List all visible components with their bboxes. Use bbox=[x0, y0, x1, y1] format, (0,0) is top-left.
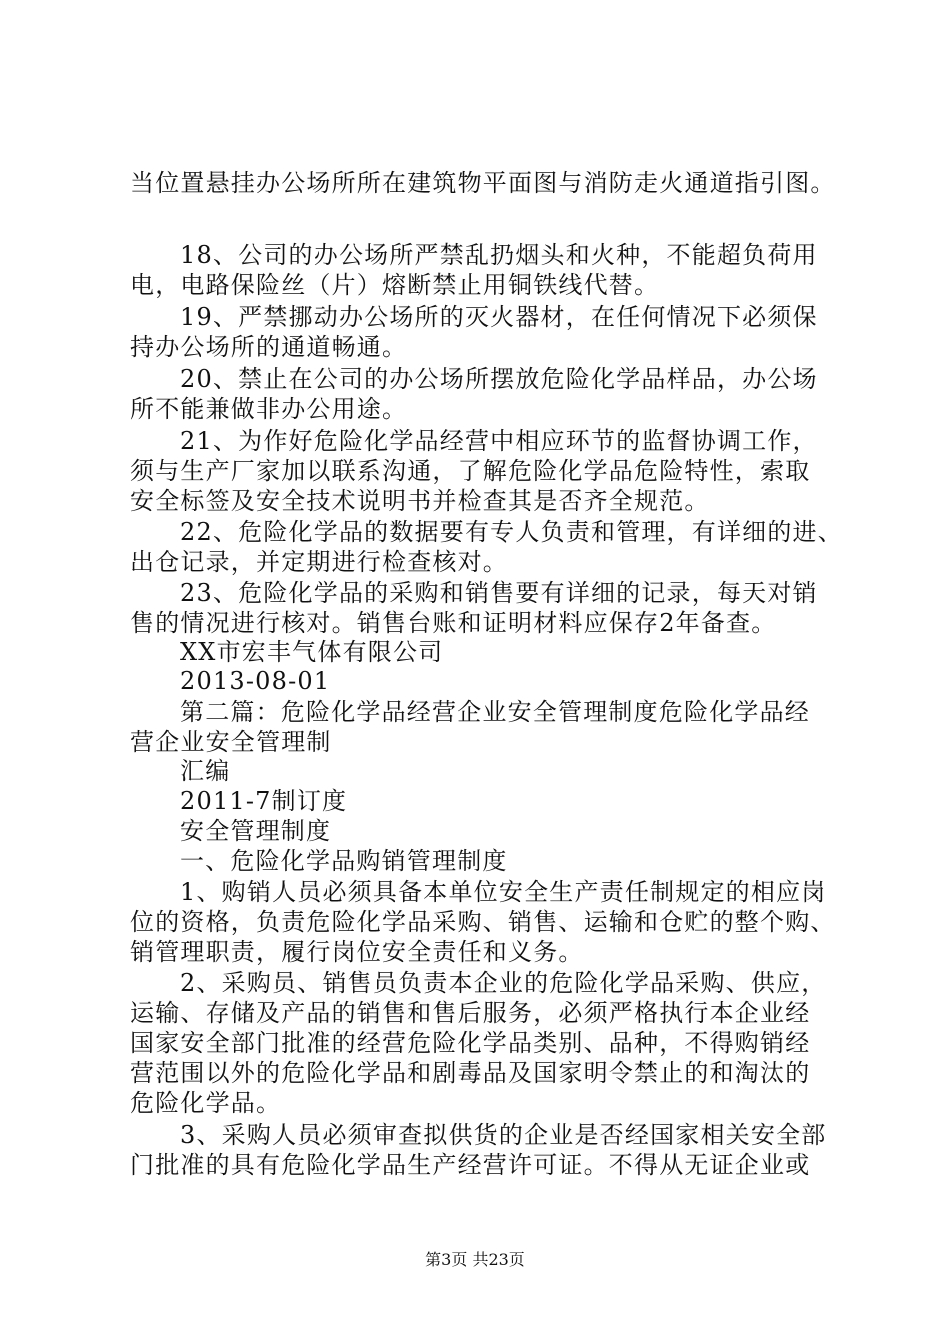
text-line: 2011-7制订度 bbox=[180, 787, 348, 815]
page-number-footer: 第3页 共23页 bbox=[425, 1250, 525, 1269]
text-line: 运输、存储及产品的销售和售后服务，必须严格执行本企业经 bbox=[130, 999, 811, 1027]
text-line: 安全标签及安全技术说明书并检查其是否齐全规范。 bbox=[130, 487, 710, 515]
text-line: 出仓记录，并定期进行检查核对。 bbox=[130, 548, 508, 576]
text-line: XX市宏丰气体有限公司 bbox=[180, 638, 444, 666]
text-line: 持办公场所的通道畅通。 bbox=[130, 333, 408, 361]
text-line: 18、公司的办公场所严禁乱扔烟头和火种，不能超负荷用 bbox=[180, 241, 818, 269]
text-line: 销管理职责，履行岗位安全责任和义务。 bbox=[130, 938, 584, 966]
text-line: 电，电路保险丝（片）熔断禁止用铜铁线代替。 bbox=[130, 271, 660, 299]
text-line: 3、采购人员必须审查拟供货的企业是否经国家相关安全部 bbox=[180, 1121, 827, 1149]
text-line: 须与生产厂家加以联系沟通，了解危险化学品危险特性，索取 bbox=[130, 457, 811, 485]
text-line: 第二篇：危险化学品经营企业安全管理制度危险化学品经 bbox=[180, 698, 810, 726]
text-line: 23、危险化学品的采购和销售要有详细的记录，每天对销 bbox=[180, 579, 818, 607]
text-line: 位的资格，负责危险化学品采购、销售、运输和仓贮的整个购、 bbox=[130, 908, 836, 936]
text-line: 一、危险化学品购销管理制度 bbox=[180, 847, 508, 875]
text-line: 2013-08-01 bbox=[180, 667, 331, 695]
text-line: 国家安全部门批准的经营危险化学品类别、品种，不得购销经 bbox=[130, 1029, 811, 1057]
text-line: 2、采购员、销售员负责本企业的危险化学品采购、供应， bbox=[180, 969, 827, 997]
text-line: 汇编 bbox=[180, 757, 231, 785]
text-line: 营企业安全管理制 bbox=[130, 728, 332, 756]
text-line: 当位置悬挂办公场所所在建筑物平面图与消防走火通道指引图。 bbox=[130, 169, 836, 197]
text-line: 21、为作好危险化学品经营中相应环节的监督协调工作， bbox=[180, 427, 818, 455]
text-line: 所不能兼做非办公用途。 bbox=[130, 395, 408, 423]
text-line: 1、购销人员必须具备本单位安全生产责任制规定的相应岗 bbox=[180, 878, 827, 906]
text-line: 20、禁止在公司的办公场所摆放危险化学品样品，办公场 bbox=[180, 365, 818, 393]
text-line: 22、危险化学品的数据要有专人负责和管理，有详细的进、 bbox=[180, 518, 843, 546]
text-line: 安全管理制度 bbox=[180, 817, 332, 845]
text-line: 19、严禁挪动办公场所的灭火器材，在任何情况下必须保 bbox=[180, 303, 818, 331]
text-line: 危险化学品。 bbox=[130, 1089, 282, 1117]
text-line: 售的情况进行核对。销售台账和证明材料应保存2年备查。 bbox=[130, 609, 777, 637]
text-line: 营范围以外的危险化学品和剧毒品及国家明令禁止的和淘汰的 bbox=[130, 1059, 811, 1087]
text-line: 门批准的具有危险化学品生产经营许可证。不得从无证企业或 bbox=[130, 1151, 811, 1179]
